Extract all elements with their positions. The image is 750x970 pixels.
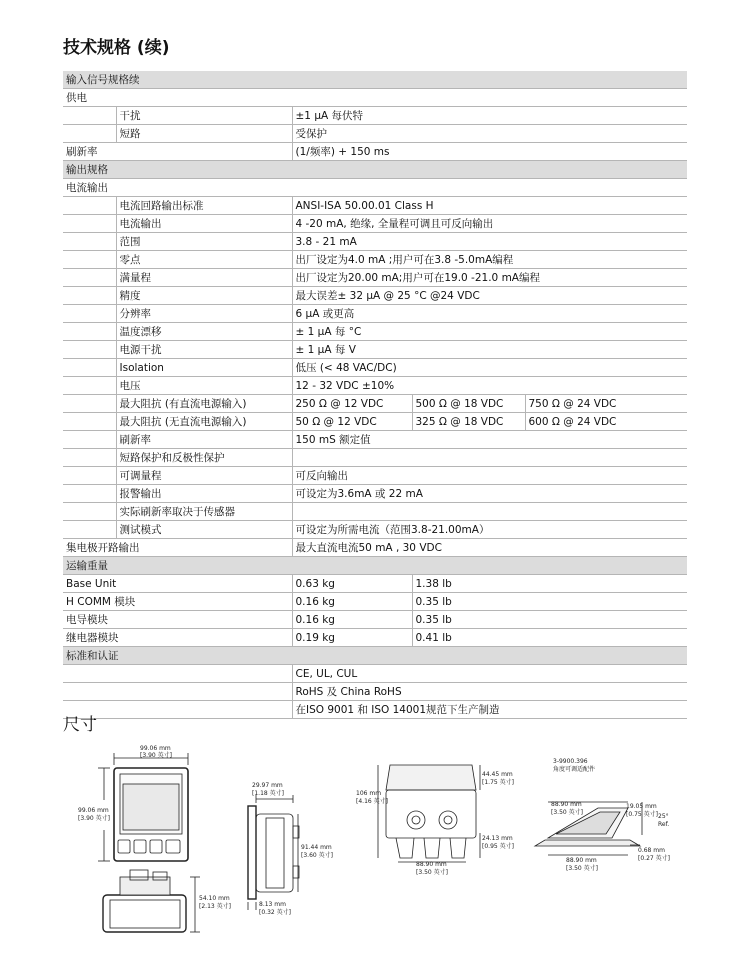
- spec-value: 可设定为3.6mA 或 22 mA: [292, 485, 687, 503]
- spec-sub-label: 电流输出: [116, 215, 292, 233]
- spec-value: 最大直流电流50 mA , 30 VDC: [292, 539, 687, 557]
- page-title: 技术规格 (续): [63, 38, 170, 58]
- bracket-angle: 25°: [658, 813, 669, 820]
- spec-sub-label: 电流回路输出标准: [116, 197, 292, 215]
- spec-value: 出厂设定为20.00 mA;用户可在19.0 -21.0 mA编程: [292, 269, 687, 287]
- side-height-mm: 91.44 mm: [301, 844, 332, 851]
- spec-value: ±1 µA 每伏特: [292, 107, 687, 125]
- spec-value: 6 µA 或更高: [292, 305, 687, 323]
- spec-label: 集电极开路输出: [63, 539, 292, 557]
- top-depth-in: [2.13 英寸]: [199, 903, 231, 910]
- spec-value: CE, UL, CUL: [292, 665, 687, 683]
- spec-sub-label: 短路: [116, 125, 292, 143]
- bracket-desc: 角度可调适配件: [553, 766, 596, 773]
- spec-value-2: 1.38 lb: [412, 575, 687, 593]
- rear-top-in: [1.75 英寸]: [482, 779, 514, 786]
- spec-sub-label: 范围: [116, 233, 292, 251]
- spec-value: RoHS 及 China RoHS: [292, 683, 687, 701]
- rear-width-in: [3.50 英寸]: [416, 869, 448, 876]
- spec-sub-label: 可调量程: [116, 467, 292, 485]
- front-view-drawing: [98, 753, 188, 861]
- bracket-base-mm: 0.68 mm: [638, 847, 665, 854]
- bracket-h-mm: 19.05 mm: [626, 803, 657, 810]
- front-width-in: [3.90 英寸]: [140, 752, 172, 759]
- side-gap-in: [0.32 英寸]: [259, 909, 291, 916]
- spec-sub-label: 电压: [116, 377, 292, 395]
- side-view-drawing: [248, 795, 299, 910]
- bracket-ref: Ref.: [658, 821, 670, 828]
- spec-sub-label: 报警输出: [116, 485, 292, 503]
- spec-sub-label: 最大阻抗 (无直流电源输入): [116, 413, 292, 431]
- bracket-width-mm: 88.90 mm: [566, 857, 597, 864]
- rear-top-mm: 44.45 mm: [482, 771, 513, 778]
- bracket-part-no: 3-9900.396: [553, 758, 588, 765]
- spec-value-2: 0.35 lb: [412, 611, 687, 629]
- spec-sub-label: 实际刷新率取决于传感器: [116, 503, 292, 521]
- spec-value: 最大误差± 32 µA @ 25 °C @24 VDC: [292, 287, 687, 305]
- spec-value: 0.19 kg: [292, 629, 412, 647]
- spec-label: Base Unit: [63, 575, 292, 593]
- side-depth-mm: 29.97 mm: [252, 782, 283, 789]
- rear-height-in: [4.16 英寸]: [356, 798, 388, 805]
- spec-value-2: 325 Ω @ 18 VDC: [412, 413, 525, 431]
- bracket-width-in: [3.50 英寸]: [566, 865, 598, 872]
- side-gap-mm: 8.13 mm: [259, 901, 286, 908]
- spec-value: ± 1 µA 每 V: [292, 341, 687, 359]
- spec-value: 低压 (< 48 VAC/DC): [292, 359, 687, 377]
- top-view-drawing: [103, 870, 200, 932]
- spec-sub-label: 分辨率: [116, 305, 292, 323]
- front-height-in: [3.90 英寸]: [78, 815, 110, 822]
- spec-sub-label: 精度: [116, 287, 292, 305]
- spec-label: 供电: [63, 89, 292, 107]
- spec-value: (1/频率) + 150 ms: [292, 143, 687, 161]
- rear-bottom-in: [0.95 英寸]: [482, 843, 514, 850]
- front-width-mm: 99.06 mm: [140, 745, 171, 752]
- top-depth-mm: 54.10 mm: [199, 895, 230, 902]
- dimensions-title: 尺寸: [63, 715, 97, 735]
- spec-value: 12 - 32 VDC ±10%: [292, 377, 687, 395]
- spec-value: ANSI-ISA 50.00.01 Class H: [292, 197, 687, 215]
- rear-bottom-mm: 24.13 mm: [482, 835, 513, 842]
- spec-value-2: 0.35 lb: [412, 593, 687, 611]
- spec-value-3: 600 Ω @ 24 VDC: [525, 413, 687, 431]
- spec-value: 0.16 kg: [292, 611, 412, 629]
- spec-value: 3.8 - 21 mA: [292, 233, 687, 251]
- spec-label: 继电器模块: [63, 629, 292, 647]
- section-heading: 标准和认证: [63, 647, 687, 665]
- spec-value: 0.16 kg: [292, 593, 412, 611]
- spec-label: H COMM 模块: [63, 593, 292, 611]
- spec-sub-label: 干扰: [116, 107, 292, 125]
- spec-value: 在ISO 9001 和 ISO 14001规范下生产制造: [292, 701, 687, 719]
- spec-value: 可反向输出: [292, 467, 687, 485]
- spec-value: 出厂设定为4.0 mA ;用户可在3.8 -5.0mA编程: [292, 251, 687, 269]
- spec-sub-label: 测试模式: [116, 521, 292, 539]
- spec-sub-label: Isolation: [116, 359, 292, 377]
- spec-value: 可设定为所需电流（范围3.8-21.00mA）: [292, 521, 687, 539]
- rear-view-drawing: [378, 765, 480, 862]
- side-height-in: [3.60 英寸]: [301, 852, 333, 859]
- spec-sub-label: 刷新率: [116, 431, 292, 449]
- spec-sub-label: 温度漂移: [116, 323, 292, 341]
- section-heading: 输入信号规格续: [63, 71, 687, 89]
- section-heading: 运输重量: [63, 557, 687, 575]
- section-heading: 输出规格: [63, 161, 687, 179]
- spec-label: 刷新率: [63, 143, 292, 161]
- spec-value-3: 750 Ω @ 24 VDC: [525, 395, 687, 413]
- spec-value: 250 Ω @ 12 VDC: [292, 395, 412, 413]
- bracket-top-in: [3.50 英寸]: [551, 809, 583, 816]
- bracket-h-in: [0.75 英寸]: [626, 811, 658, 818]
- spec-label: 电流输出: [63, 179, 292, 197]
- spec-value: 0.63 kg: [292, 575, 412, 593]
- spec-value-2: 500 Ω @ 18 VDC: [412, 395, 525, 413]
- rear-height-mm: 106 mm: [356, 790, 382, 797]
- spec-value-2: 0.41 lb: [412, 629, 687, 647]
- side-depth-in: [1.18 英寸]: [252, 790, 284, 797]
- spec-sub-label: 短路保护和反极性保护: [116, 449, 292, 467]
- spec-sub-label: 最大阻抗 (有直流电源输入): [116, 395, 292, 413]
- spec-sub-label: 电源干扰: [116, 341, 292, 359]
- rear-width-mm: 88.90 mm: [416, 861, 447, 868]
- spec-sub-label: 零点: [116, 251, 292, 269]
- front-height-mm: 99.06 mm: [78, 807, 109, 814]
- spec-value: 150 mS 额定值: [292, 431, 687, 449]
- spec-value: 4 -20 mA, 绝缘, 全量程可调且可反向输出: [292, 215, 687, 233]
- spec-value: ± 1 µA 每 °C: [292, 323, 687, 341]
- spec-label: 电导模块: [63, 611, 292, 629]
- spec-value: 受保护: [292, 125, 687, 143]
- spec-sub-label: 满量程: [116, 269, 292, 287]
- bracket-top-mm: 88.90 mm: [551, 801, 582, 808]
- spec-value: 50 Ω @ 12 VDC: [292, 413, 412, 431]
- bracket-base-in: [0.27 英寸]: [638, 855, 670, 862]
